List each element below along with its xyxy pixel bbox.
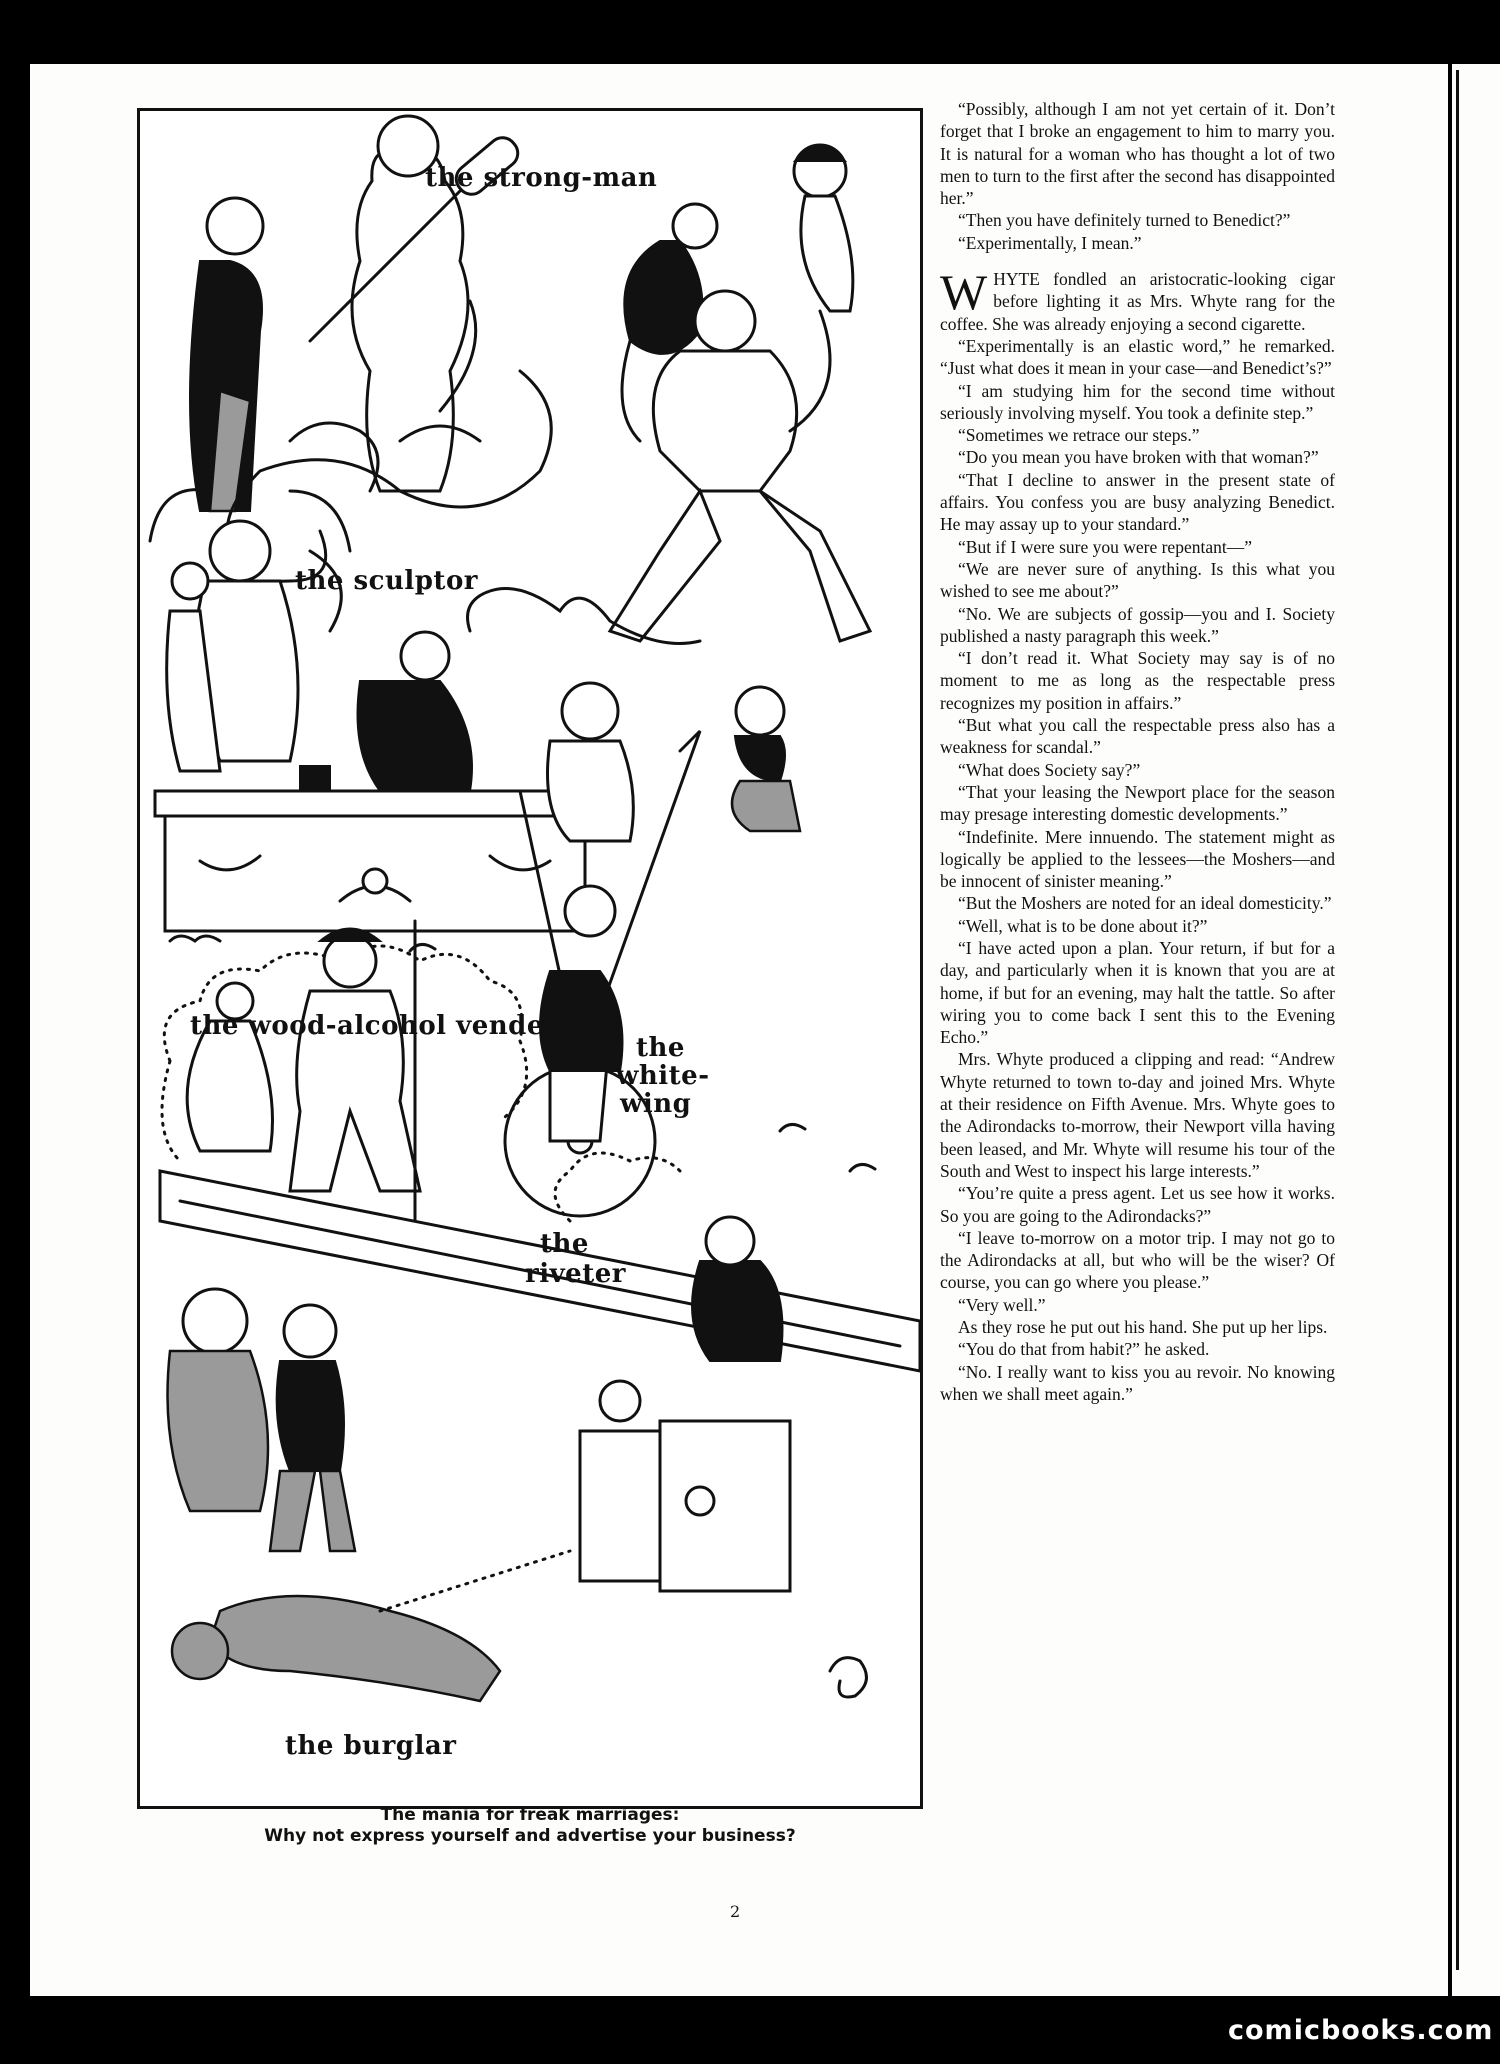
cartoon-drawing bbox=[140, 111, 920, 1806]
vender-scene bbox=[150, 490, 595, 931]
story-paragraph: “I don’t read it. What Society may say is of no moment to me as long as the respectable press recognizes my position in affairs.” bbox=[940, 648, 1335, 713]
facing-page-edge bbox=[1452, 64, 1500, 1996]
story-paragraph: “What does Society say?” bbox=[958, 759, 1141, 780]
story-paragraph: “Possibly, although I am not yet certain of it. Don’t forget that I broke an engagement to him to marry you. It is natural for a woman who has thought a lot of two men to turn to the first after the second has disappointed her.” bbox=[940, 99, 1335, 209]
section-start-text: HYTE fondled an aristocratic-looking cigar before lighting it as Mrs. Whyte rang for the coffee. She was already enjoying a second cigarette. bbox=[940, 269, 1335, 334]
story-paragraph: “I am studying him for the second time without seriously involving myself. You took a definite step.” bbox=[940, 380, 1335, 423]
caption-line-1: The mania for freak marriages: bbox=[380, 1805, 680, 1825]
story-paragraph: “You do that from habit?” he asked. bbox=[958, 1339, 1210, 1360]
label-strong-man: the strong-man bbox=[425, 163, 658, 193]
drop-cap: W bbox=[940, 264, 988, 321]
story-paragraph: As they rose he put out his hand. She put up her lips. bbox=[958, 1317, 1328, 1338]
story-paragraph: “You’re quite a press agent. Let us see how it works. So you are going to the Adirondacks?” bbox=[940, 1183, 1335, 1226]
story-paragraph: “I leave to-morrow on a motor trip. I may not go to the Adirondacks at all, but who will be the wiser? Of course, you can go where you please.” bbox=[940, 1227, 1335, 1293]
story-paragraph: “Experimentally is an elastic word,” he remarked. “Just what does it mean in your case—and Benedict’s?” bbox=[940, 335, 1335, 379]
label-white-wing-line1: the bbox=[636, 1033, 685, 1063]
story-paragraph: “Well, what is to be done about it?” bbox=[958, 915, 1208, 936]
label-burglar: the burglar bbox=[285, 1731, 457, 1761]
story-paragraph: “No. I really want to kiss you au revoir. No knowing when we shall meet again.” bbox=[940, 1361, 1335, 1404]
story-paragraph: “Then you have definitely turned to Benedict?” bbox=[958, 210, 1291, 231]
story-column bbox=[940, 98, 1335, 1405]
story-paragraph: “Do you mean you have broken with that woman?” bbox=[958, 447, 1319, 468]
label-white-wing-line2: white- bbox=[616, 1061, 710, 1091]
story-paragraph: “That I decline to answer in the present state of affairs. You confess you are busy analyzing Benedict. He may assay up to your standard.” bbox=[940, 469, 1335, 535]
watermark: comicbooks.com bbox=[1228, 2015, 1494, 2046]
story-before-break bbox=[940, 98, 1335, 254]
cartoon-illustration bbox=[137, 108, 923, 1809]
story-paragraph: “No. We are subjects of gossip—you and I. Society published a nasty paragraph this week.” bbox=[940, 603, 1335, 646]
section-opening-paragraph bbox=[940, 264, 1335, 335]
story-paragraph: “But the Moshers are noted for an ideal domesticity.” bbox=[958, 893, 1332, 914]
label-wood-alcohol-vender: the wood-alcohol vender bbox=[190, 1011, 559, 1041]
caption-line-2: Why not express yourself and advertise your business? bbox=[264, 1826, 796, 1846]
label-sculptor: the sculptor bbox=[295, 566, 478, 596]
story-paragraph: “Sometimes we retrace our steps.” bbox=[958, 425, 1200, 446]
story-paragraph: “But what you call the respectable press also has a weakness for scandal.” bbox=[940, 715, 1335, 758]
label-riveter-line1: the bbox=[540, 1229, 589, 1259]
story-paragraph: “But if I were sure you were repentant—” bbox=[958, 536, 1252, 557]
story-paragraph: “Experimentally, I mean.” bbox=[958, 232, 1142, 253]
story-paragraph: “I have acted upon a plan. Your return, if but for a day, and particularly when it is known that you are at home, if but for an evening, may halt the tattle. So after wiring you to come back I sent this to the Evening Echo.” bbox=[940, 937, 1335, 1048]
story-paragraph: “Indefinite. Mere innuendo. The statement might as logically be applied to the lessees—the Moshers—and be innocent of sinister meaning.” bbox=[940, 826, 1335, 892]
illustration-caption bbox=[137, 1805, 923, 1847]
story-after-break bbox=[940, 335, 1335, 1405]
story-paragraph: Mrs. Whyte produced a clipping and read: “Andrew Whyte returned to town to-day and joined Mrs. Whyte at their residence on Fifth Avenue. Mrs. Whyte goes to the Adirondacks to-morrow, their Newport villa having been leased, and Mr. Whyte will resume his tour of the South and West to inspect his large interests.” bbox=[940, 1049, 1335, 1181]
story-paragraph: “That your leasing the Newport place for the season may presage interesting domestic developments.” bbox=[940, 781, 1335, 825]
story-paragraph: “We are never sure of anything. Is this what you wished to see me about?” bbox=[940, 558, 1335, 602]
strong-man-scene bbox=[610, 145, 870, 641]
page-number: 2 bbox=[730, 1902, 741, 1921]
page-gutter-line bbox=[1456, 70, 1459, 1970]
label-white-wing-line3: wing bbox=[620, 1089, 692, 1119]
label-riveter-line2: riveter bbox=[525, 1259, 626, 1289]
story-paragraph: “Very well.” bbox=[958, 1294, 1046, 1315]
